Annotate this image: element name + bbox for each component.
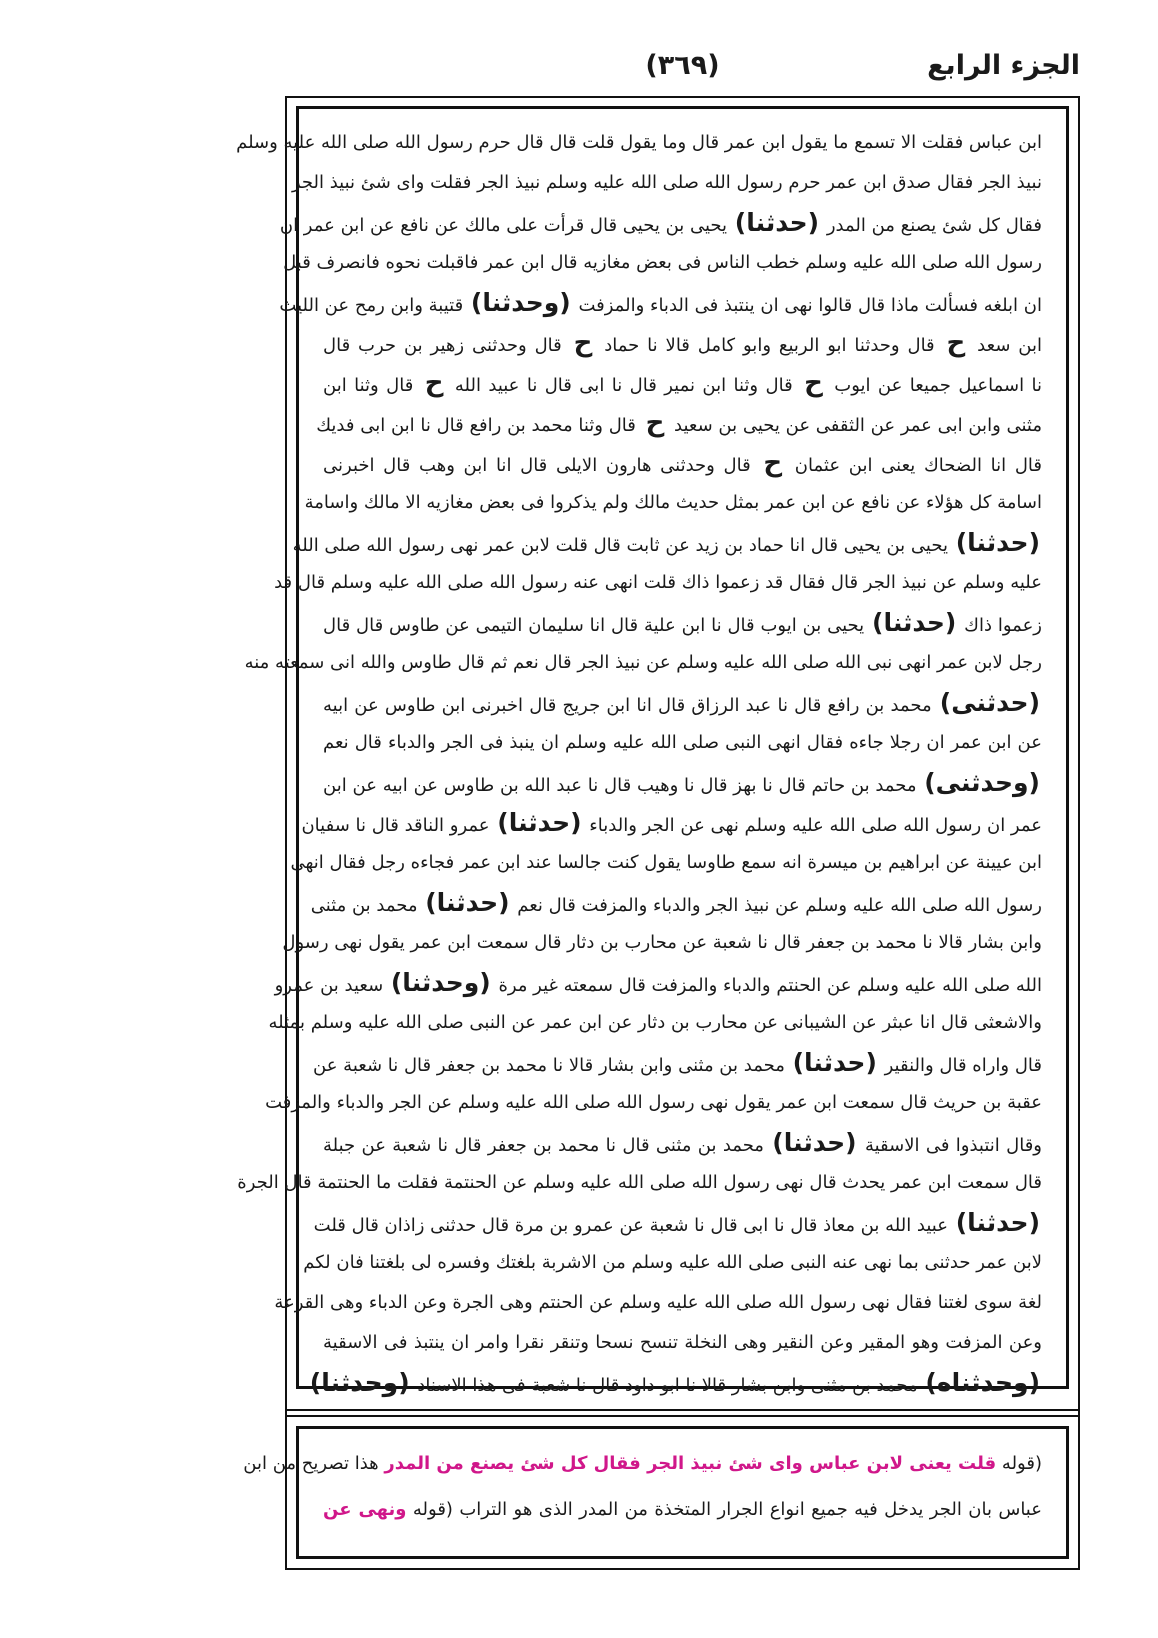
text-run: قال وثنا محمد بن رافع قال نا ابن ابى فديك: [316, 415, 642, 436]
text-run: رجل لابن عمر انهى نبى الله صلى الله عليه وسلم عن نبيذ الجر قال نعم ثم قال طاوس والله انى سمعته منه: [244, 652, 1042, 673]
tahwil-mark: ح: [804, 368, 823, 398]
hadith-line: [282, 923, 1042, 963]
text-run: عبيد الله بن معاذ قال نا ابى قال نا شعبة عن عمرو بن مرة قال حدثنى زاذان قال قلت: [313, 1215, 954, 1236]
hadith-line: [274, 963, 1042, 1003]
text-run: نا اسماعيل جميعا عن ايوب: [826, 375, 1042, 396]
text-run: محمد بن رافع قال نا عبد الرزاق قال انا ابن جريج قال اخبرنى ابن طاوس عن ابيه: [323, 695, 938, 716]
narration-heading: (حدثنا): [425, 888, 510, 917]
commentary-box: [243, 1426, 1069, 1559]
hadith-line: [236, 123, 1042, 163]
hadith-line: [279, 283, 1042, 323]
hadith-line: [316, 403, 1042, 443]
text-run: مثنى وابن ابى عمر عن الثقفى عن يحيى بن سعيد: [668, 415, 1042, 436]
narration-heading: (حدثنا): [955, 528, 1040, 557]
hadith-line: [323, 723, 1042, 763]
hadith-line: [301, 803, 1042, 843]
hadith-line: [237, 1163, 1042, 1203]
tahwil-mark: ح: [573, 328, 593, 358]
text-run: سعيد بن عمرو: [274, 975, 389, 996]
hadith-line: [292, 523, 1042, 563]
narration-heading: (حدثنا): [734, 208, 820, 237]
text-run: وقال انتبذوا فى الاسقية: [858, 1135, 1042, 1156]
text-run: قال وحدثنا ابو الربيع وابو كامل قالا نا حماد: [596, 335, 943, 356]
text-run: (قوله: [996, 1453, 1042, 1474]
text-run: فقال كل شئ يصنع من المدر: [821, 215, 1042, 236]
hadith-line: [323, 323, 1042, 363]
hadith-line: [313, 1203, 1042, 1243]
hadith-line: [268, 1003, 1042, 1043]
text-run: محمد بن مثنى قال نا محمد بن جعفر قال نا شعبة عن جبلة: [323, 1135, 771, 1156]
hadith-line: [323, 1123, 1042, 1163]
quoted-matn: ونهى عن: [323, 1499, 407, 1520]
hadith-line: [244, 643, 1042, 683]
text-run: محمد بن مثنى وابن بشار قالا نا ابو داود قال نا شعبة فى هذا الاسناد: [411, 1375, 924, 1396]
hadith-line: [323, 683, 1042, 723]
narration-heading: (حدثنا): [955, 1208, 1040, 1237]
text-run: زعموا ذاك: [958, 615, 1042, 636]
hadith-line: [290, 843, 1042, 883]
text-run: وعن المزفت وهو المقير وعن النقير وهى النخلة تنسح نسحا وتنقر نقرا وامر ان ينتبذ فى الاسقية: [323, 1332, 1042, 1353]
text-run: قال وثنا ابن: [323, 375, 421, 396]
hadith-line: [274, 1283, 1042, 1323]
hadith-line: [323, 1323, 1042, 1363]
tahwil-mark: ح: [645, 408, 665, 438]
hadith-line: [323, 763, 1042, 803]
hadith-line: [283, 243, 1042, 283]
narration-heading: (وحدثنا): [470, 288, 571, 317]
commentary-line: [243, 1441, 1042, 1487]
hadith-line: [303, 1243, 1042, 1283]
part-title: الجزء الرابع: [927, 50, 1080, 81]
text-run: ابن عيينة عن ابراهيم بن ميسرة انه سمع طاوسا يقول كنت جالسا عند ابن عمر فجاءه رجل فقال انهى: [290, 852, 1042, 873]
text-run: قال انا الضحاك يعنى ابن عثمان: [786, 455, 1042, 476]
text-run: لابن عمر حدثنى بما نهى عنه النبى صلى الله عليه وسلم من الاشربة بلغتك وفسره لى بلغتنا فان لكم: [303, 1252, 1042, 1273]
text-run: قال واراه قال والنقير: [878, 1055, 1042, 1076]
text-run: يحيى بن يحيى قال قرأت على مالك عن نافع عن ابن عمر ان: [279, 215, 733, 236]
page-frame: [236, 96, 1080, 1570]
text-run: عمر ان رسول الله صلى الله عليه وسلم نهى عن الجر والدباء: [583, 815, 1042, 836]
text-run: نبيذ الجر فقال صدق ابن عمر حرم رسول الله صلى الله عليه وسلم نبيذ الجر فقلت واى شئ نبيذ الجر: [291, 172, 1042, 193]
narration-heading: (حدثنا): [772, 1128, 857, 1157]
tahwil-mark: ح: [763, 448, 783, 478]
narration-heading: (وحدثنى): [924, 768, 1040, 797]
hadith-line: [274, 563, 1042, 603]
text-run: لغة سوى لغتنا فقال نهى رسول الله صلى الله عليه وسلم عن الحنتم وهى الجرة وعن الدباء وهى القرعة: [274, 1292, 1042, 1313]
text-run: قال سمعت ابن عمر يحدث قال نهى رسول الله صلى الله عليه وسلم عن الحنتمة فقلت ما الحنتمة قال الجرة: [237, 1172, 1042, 1193]
tahwil-mark: ح: [424, 368, 444, 398]
text-run: يحيى بن ايوب قال نا ابن علية قال انا سليمان التيمى عن طاوس قال قال: [323, 615, 871, 636]
text-run: هذا تصريح من ابن: [243, 1453, 385, 1474]
text-run: عباس بان الجر يدخل فيه جميع انواع الجرار المتخذة من المدر الذى هو التراب (قوله: [406, 1499, 1042, 1520]
page-number: (٣٦٩): [645, 50, 720, 81]
text-run: محمد بن مثنى وابن بشار قالا نا محمد بن جعفر قال نا شعبة عن: [313, 1055, 791, 1076]
text-run: رسول الله صلى الله عليه وسلم عن نبيذ الجر والدباء والمزفت قال نعم: [511, 895, 1042, 916]
double-rule-divider: [287, 1409, 1078, 1417]
hadith-line: [265, 1083, 1042, 1123]
hadith-line: [309, 1363, 1042, 1403]
text-run: عن ابن عمر ان رجلا جاءه فقال انهى النبى صلى الله عليه وسلم ان ينبذ فى الجر والدباء قال نعم: [323, 732, 1042, 753]
quoted-matn: قلت يعنى لابن عباس واى شئ نبيذ الجر فقال كل شئ يصنع من المدر: [384, 1453, 997, 1474]
text-run: قال وحدثنى زهير بن حرب قال: [323, 335, 570, 356]
hadith-line: [323, 363, 1042, 403]
hadith-line: [279, 203, 1042, 243]
page-header: [285, 40, 1080, 100]
text-run: الله صلى الله عليه وسلم عن الحنتم والدباء والمزفت قال سمعته غير مرة: [492, 975, 1042, 996]
hadith-text: [236, 123, 1042, 1403]
narration-heading: (وحدثناه): [925, 1368, 1040, 1397]
narration-heading: (حدثنا): [872, 608, 957, 637]
text-run: ابن سعد: [969, 335, 1042, 356]
hadith-line: [323, 443, 1042, 483]
text-run: عليه وسلم عن نبيذ الجر قال فقال قد زعموا ذاك قلت انهى عنه رسول الله صلى الله عليه وسلم قال قد: [274, 572, 1042, 593]
text-run: ابن عباس فقلت الا تسمع ما يقول ابن عمر قال وما يقول قلت قال قال حرم رسول الله صلى الله عليه وسلم: [236, 132, 1042, 153]
narration-heading: (وحدثنا): [309, 1368, 410, 1397]
text-run: والاشعثى قال انا عبثر عن الشيبانى عن محارب بن دثار عن ابن عمر عن النبى صلى الله عليه وسلم بمثله: [268, 1012, 1042, 1033]
text-run: قال وثنا ابن نمير قال نا ابى قال نا عبيد الله: [447, 375, 801, 396]
text-run: ان ابلغه فسألت ماذا قال قالوا نهى ان ينتبذ فى الدباء والمزفت: [572, 295, 1042, 316]
hadith-line: [313, 1043, 1042, 1083]
text-run: عمرو الناقد قال نا سفيان: [301, 815, 496, 836]
narration-heading: (وحدثنا): [390, 968, 491, 997]
text-run: قتيبة وابن رمح عن الليث: [279, 295, 469, 316]
hadith-text-box: [236, 106, 1069, 1397]
text-run: يحيى بن يحيى قال انا حماد بن زيد عن ثابت قال قلت لابن عمر نهى رسول الله صلى الله: [292, 535, 954, 556]
text-run: محمد بن حاتم قال نا بهز قال نا وهيب قال نا عبد الله بن طاوس عن ابيه عن ابن: [323, 775, 923, 796]
narration-heading: (حدثنا): [497, 808, 582, 837]
text-run: قال وحدثنى هارون الايلى قال انا ابن وهب قال اخبرنى: [323, 455, 760, 476]
text-run: اسامة كل هؤلاء عن نافع عن ابن عمر بمثل حديث مالك ولم يذكروا فى بعض مغازيه الا مالك واسامة: [304, 492, 1042, 513]
hadith-line: [304, 483, 1042, 523]
text-run: رسول الله صلى الله عليه وسلم خطب الناس فى بعض مغازيه قال ابن عمر فاقبلت نحوه فانصرف قبل: [283, 252, 1042, 273]
text-run: محمد بن مثنى: [310, 895, 424, 916]
commentary-text: [243, 1441, 1042, 1533]
hadith-line: [291, 163, 1042, 203]
narration-heading: (حدثنا): [792, 1048, 877, 1077]
narration-heading: (حدثنى): [939, 688, 1040, 717]
text-run: وابن بشار قالا نا محمد بن جعفر قال نا شعبة عن محارب بن دثار قال سمعت ابن عمر يقول نهى رسول: [282, 932, 1042, 953]
hadith-line: [323, 603, 1042, 643]
text-run: عقبة بن حريث قال سمعت ابن عمر يقول نهى رسول الله صلى الله عليه وسلم عن الجر والدباء والمزفت: [265, 1092, 1042, 1113]
commentary-line: [323, 1487, 1042, 1533]
tahwil-mark: ح: [946, 328, 966, 358]
hadith-line: [310, 883, 1042, 923]
